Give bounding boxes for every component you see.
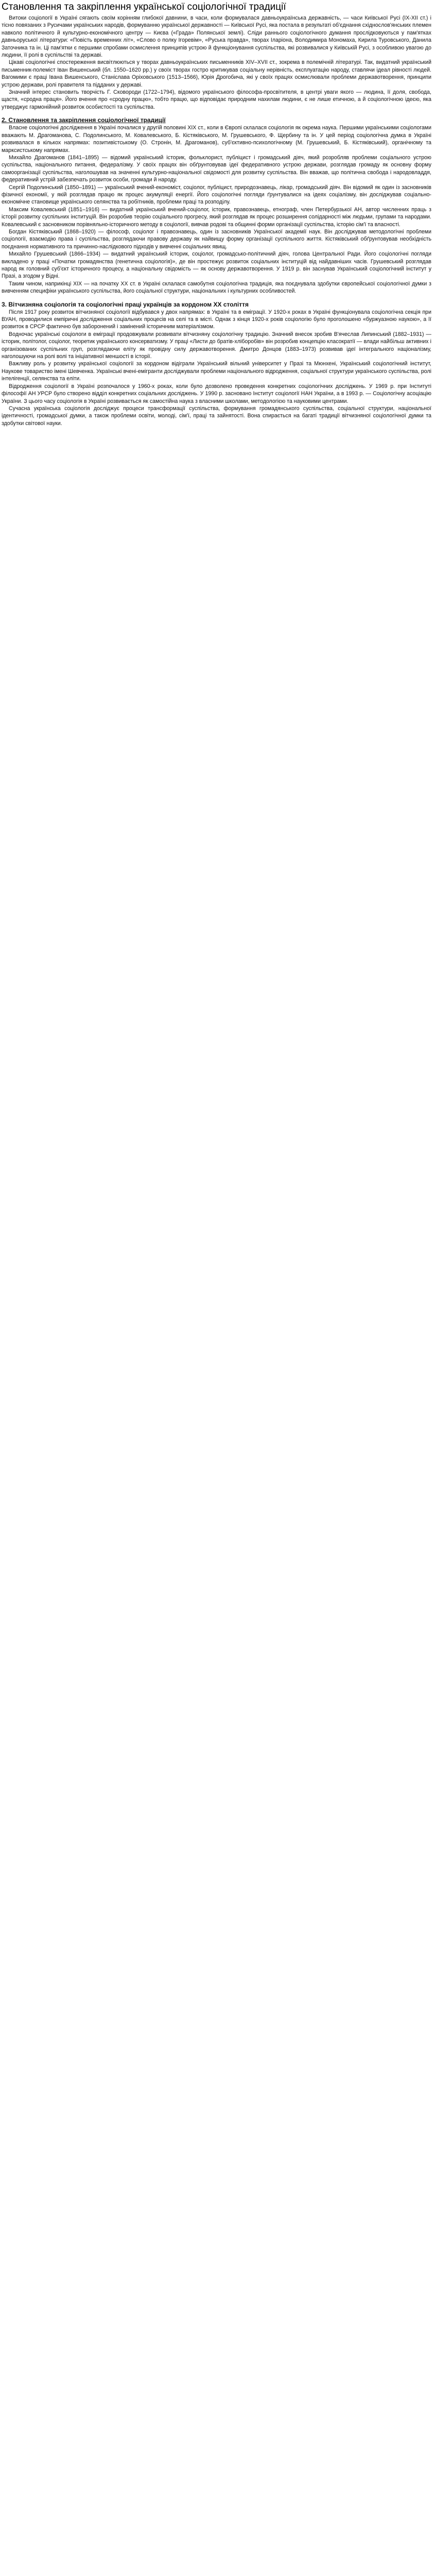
section-heading	[2, 300, 431, 309]
paragraph: Богдан Кістяківський (1868–1920) — філософ, соціолог і правознавець, один із засновників Української академії наук. Він досліджував методологічні проблеми соціології, взаємодію права і суспільства, розглядаючи правову державу як найвищу форму організації суспільного життя. Кістяківський обґрунтовував необхідність поєднання нормативного та причинно-наслідкового підходів у вивченні соціальних явищ.	[2, 228, 431, 250]
section-heading-text: 3. Вітчизняна соціологія та соціологічні праці українців за кордоном ХХ століття	[2, 300, 249, 308]
section-gap	[2, 111, 431, 115]
paragraph: Михайло Грушевський (1866–1934) — видатний український історик, соціолог, громадсько-політичний діяч, голова Центральної Ради. Його соціологічні погляди викладено у праці «Початки громадянства (генетична соціологія)», де він простежує розвиток соціальних інституцій від найдавніших часів. Грушевський розглядав народ як головний суб'єкт історичного процесу, а національну свідомість — як основу державотворення. У 1919 р. він заснував Український соціологічний інститут у Празі, а згодом у Відні.	[2, 251, 431, 280]
paragraph: Витоки соціології в Україні сягають своїм корінням глибокої давнини, в часи, коли формувалася давньоукраїнська державність, — часи Київської Русі (ІХ-XII ст.) і тісно повязаних з Русичами українських народів, формуванню української державності — Київської Русі, яка постала в результаті об'єднання східнослов'янських племен навколо політичного й культурно-економічного центру — Києва («Града» Полянської землі). Сліди раннього соціологічного думання прослідковуються у пам'ятках давньоруської літератури: «Повість временних літ», «Слово о полку Ігоревім», «Руська правда», творах Іларіона, Володимира Мономаха, Кирила Туровського, Данила Заточника та ін. Ці пам'ятки є першими спробами осмислення принципів устрою й функціонування суспільства, які розвивалися у Київській Русі, з особливою увагою до людини, її ролі в суспільстві та державі.	[2, 15, 431, 59]
paragraph: Цікаві соціологічні спостереження висвітлюються у творах давньоукраїнських письменників XIV–XVII ст., зокрема в полемічній літературі. Так, видатний український письменник-полеміст Іван Вишенський (бл. 1550–1620 рр.) у своїх творах гостро критикував соціальну нерівність, експлуатацію народу, ставлячи ідеал рівності людей. Вагомими є праці Івана Вишенського, Станіслава Оріховського (1513–1566), Юрія Дрогобича, які у своїх працях осмислювали проблеми державотворення, принципи устрою держави, ролі правителя та підданих у державі.	[2, 59, 431, 88]
section-heading-text: 2. Становлення та закріплення соціологічної традиції	[2, 116, 166, 124]
paragraph: Власне соціологічні дослідження в Україні почалися у другій половині XIX ст., коли в Європі склалася соціологія як окрема наука. Першими українськими соціологами вважають М. Драгоманова, С. Подолинського, М. Ковалевського, Б. Кістяківського, М. Грушевського, Ф. Щербину та ін. У цей період соціологічна думка в Україні розвивалася в кількох напрямах: позитивістському (О. Стронін, М. Драгоманов), суб'єктивно-психологічному (М. Грушевський, Б. Кістяківський), органічному та марксистському напрямах.	[2, 125, 431, 154]
paragraph: Сучасна українська соціологія досліджує процеси трансформації суспільства, формування громадянського суспільства, соціальної структури, національної ідентичності, громадської думки, а також проблеми освіти, молоді, сім'ї, праці та зайнятості. Вона спирається на багаті традиції вітчизняної соціологічної думки та здобутки світової науки.	[2, 405, 431, 427]
section-gap	[2, 295, 431, 299]
section-heading	[2, 116, 431, 124]
paragraph: Сергій Подолинський (1850–1891) — український вчений-економіст, соціолог, публіцист, природознавець, лікар, громадський діяч. Він відомий як один із засновників фізичної економії, у якій розглядав працю як процес акумуляції енергії. Його соціологічні погляди ґрунтувалися на ідеях соціалізму, він досліджував соціально-економічне становище українського селянства та робітників, проблеми праці та розподілу.	[2, 184, 431, 206]
section-3	[2, 300, 431, 428]
paragraph: Після 1917 року розвиток вітчизняної соціології відбувався у двох напрямах: в Україні та в еміграції. У 1920-х роках в Україні функціонувала соціологічна секція при ВУАН, проводилися емпіричні дослідження соціальних процесів на селі та в місті. Однак з кінця 1920-х років соціологію було проголошено «буржуазною наукою», а її розвиток в СРСР фактично був заборонений і замінений історичним матеріалізмом.	[2, 309, 431, 330]
paragraph: Відродження соціології в Україні розпочалося у 1960-х роках, коли було дозволено проведення конкретних соціологічних досліджень. У 1969 р. при Інституті філософії АН УРСР було створено відділ конкретних соціальних досліджень. У 1990 р. засновано Інститут соціології НАН України, а в 1993 р. — Соціологічну асоціацію України. З цього часу соціологія в Україні розвивається як самостійна наука з власними школами, методологією та науковими центрами.	[2, 383, 431, 404]
paragraph: Важливу роль у розвитку української соціології за кордоном відіграли Український вільний університет у Празі та Мюнхені, Український соціологічний інститут, Наукове товариство імені Шевченка. Українські вчені-емігранти досліджували проблеми національного відродження, соціальної структури українського суспільства, ролі інтелігенції, селянства та еліти.	[2, 361, 431, 382]
paragraph: Водночас українські соціологи в еміграції продовжували розвивати вітчизняну соціологічну традицію. Значний внесок зробив В'ячеслав Липинський (1882–1931) — історик, політолог, соціолог, теоретик українського консерватизму. У праці «Листи до братів-хліборобів» він розробив концепцію класократії — влади найбільш активних і організованих суспільних груп, розглядаючи еліту як провідну силу державотворення. Дмитро Донцов (1883–1973) розвивав ідеї інтегрального націоналізму, наголошуючи на ролі волі та ініціативної меншості в історії.	[2, 331, 431, 360]
paragraph: Таким чином, наприкінці XIX — на початку XX ст. в Україні склалася самобутня соціологічна традиція, яка поєднувала здобутки європейської соціологічної думки з вивченням специфіки українського суспільства, його соціальної структури, національних і культурних особливостей.	[2, 280, 431, 295]
paragraph: Максим Ковалевський (1851–1916) — видатний український вчений-соціолог, історик, правознавець, етнограф, член Петербурзької АН, автор численних праць з історії розвитку суспільних інституцій. Він розробив теорію соціального прогресу, який розглядав як процес розширення солідарності між людьми, групами та народами. Ковалевський є засновником порівняльно-історичного методу в соціології, вивчав родові та общинні форми організації суспільства, історію сім'ї та власності.	[2, 206, 431, 228]
paragraph: Значний інтерес становить творчість Г. Сковороди (1722–1794), відомого українського філософа-просвітителя, в центрі уваги якого — людина, її доля, свобода, щастя, «сродна праця». Його вчення про «сродну працю», тобто працю, що відповідає природним нахилам людини, є не лише етичною, а й соціологічною ідеєю, яка утверджує гармонійний розвиток особистості та суспільства.	[2, 89, 431, 110]
paragraph: Михайло Драгоманов (1841–1895) — відомий український історик, фольклорист, публіцист і громадський діяч, який розробляв проблеми соціального устрою суспільства, національного питання, федералізму. У своїх працях він обґрунтовував ідеї федеративного устрою держави, розглядав громаду як основну форму самоорганізації суспільства, наголошував на значенні культурно-національної свідомості для розвитку суспільства. Він вважав, що політична свобода і народовладдя, федеративний устрій забезпечать розвиток особи, громади й народу.	[2, 154, 431, 183]
document-page	[0, 0, 433, 429]
section-2	[2, 116, 431, 295]
section-1	[2, 14, 431, 111]
page-title: Становлення та закріплення української соціологічної традиції	[2, 2, 286, 12]
